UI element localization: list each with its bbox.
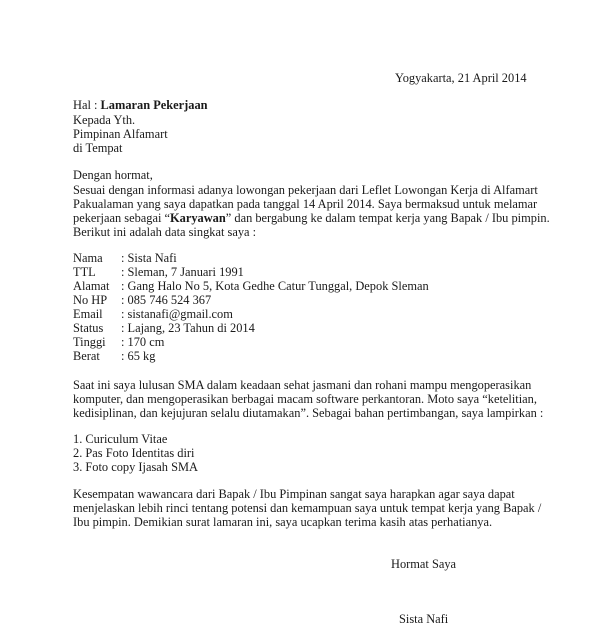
intro-text: ” dan bergabung ke dalam tempat kerja yang Bapak / Ibu pimpin. (225, 211, 550, 225)
data-value: : 170 cm (121, 335, 165, 349)
subject-title: Lamaran Pekerjaan (100, 98, 208, 112)
data-value: : sistanafi@gmail.com (121, 307, 233, 321)
data-row (73, 349, 429, 363)
data-label: Tinggi (73, 335, 106, 349)
closing-paragraph (73, 487, 541, 529)
recipient-block (73, 113, 168, 155)
data-row (73, 265, 429, 279)
position-title: Karyawan (170, 211, 226, 225)
status-line: komputer, dan mengoperasikan berbagai macam software perkantoran. Moto saya “ketelitian, (73, 392, 537, 406)
data-row (73, 251, 429, 265)
intro-line: Berikut ini adalah data singkat saya : (73, 225, 257, 239)
recipient-line: di Tempat (73, 141, 123, 155)
data-label: Berat (73, 349, 100, 363)
data-value: : Sista Nafi (121, 251, 177, 265)
attachment-item: 3. Foto copy Ijasah SMA (73, 460, 198, 474)
intro-line: Pakualaman yang saya dapatkan pada tanggal 14 April 2014. Saya bermaksud untuk melamar (73, 197, 538, 211)
status-line: kedisiplinan, dan kejujuran selalu diutamakan”. Sebagai bahan pertimbangan, saya lampirkan : (73, 406, 544, 420)
closing-line: Ibu pimpin. Demikian surat lamaran ini, saya ucapkan terima kasih atas perhatianya. (73, 515, 493, 529)
data-row (73, 321, 429, 335)
data-row (73, 293, 429, 307)
intro-text: pekerjaan sebagai “ (73, 211, 171, 225)
data-label: Email (73, 307, 103, 321)
intro-line: Sesuai dengan informasi adanya lowongan pekerjaan dari Leflet Lowongan Kerja di Alfamart (73, 183, 538, 197)
closing-salutation: Hormat Saya (391, 557, 457, 571)
greeting: Dengan hormat, (73, 168, 153, 182)
status-line: Saat ini saya lulusan SMA dalam keadaan sehat jasmani dan rohani mampu mengoperasikan (73, 378, 532, 392)
status-paragraph (73, 378, 543, 420)
attachment-item: 2. Pas Foto Identitas diri (73, 446, 195, 460)
data-row (73, 335, 429, 349)
data-value: : 65 kg (121, 349, 156, 363)
data-label: No HP (73, 293, 108, 307)
intro-paragraph (73, 183, 550, 239)
personal-data-table (73, 251, 429, 363)
letter-date: Yogyakarta, 21 April 2014 (395, 71, 527, 85)
signature-name: Sista Nafi (399, 612, 449, 626)
subject-line (73, 98, 208, 112)
closing-line: Kesempatan wawancara dari Bapak / Ibu Pimpinan sangat saya harapkan agar saya dapat (73, 487, 515, 501)
data-label: Status (73, 321, 104, 335)
subject-prefix: Hal : (73, 98, 101, 112)
data-row (73, 307, 429, 321)
data-value: : Lajang, 23 Tahun di 2014 (121, 321, 255, 335)
data-row (73, 279, 429, 293)
data-value: : Sleman, 7 Januari 1991 (121, 265, 244, 279)
attachment-list (73, 432, 198, 474)
closing-line: menjelaskan lebih rinci tentang potensi dan kemampuan saya untuk tempat kerja yang Bapak / (73, 501, 542, 515)
recipient-line: Kepada Yth. (73, 113, 136, 127)
attachment-item: 1. Curiculum Vitae (73, 432, 168, 446)
data-label: Nama (73, 251, 103, 265)
recipient-line: Pimpinan Alfamart (73, 127, 168, 141)
intro-line (73, 211, 550, 225)
data-label: TTL (73, 265, 96, 279)
data-label: Alamat (73, 279, 110, 293)
data-value: : Gang Halo No 5, Kota Gedhe Catur Tunggal, Depok Sleman (121, 279, 429, 293)
data-value: : 085 746 524 367 (121, 293, 212, 307)
